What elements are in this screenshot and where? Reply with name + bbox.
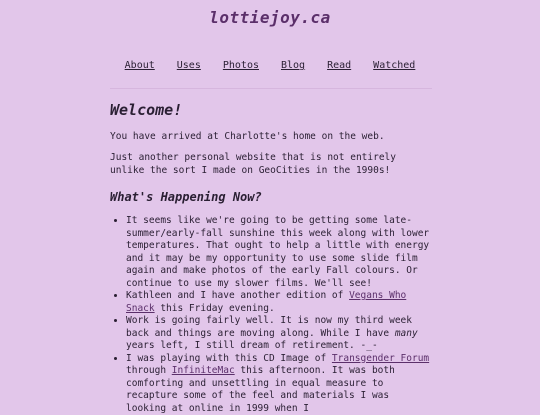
nav-link-watched[interactable]: Watched: [373, 60, 415, 71]
main-content: [110, 100, 432, 415]
infinitemac-link[interactable]: InfiniteMac: [172, 365, 235, 376]
welcome-paragraph-2: Just another personal website that is not entirely unlike the sort I made on GeoCities in the 1990s!: [110, 151, 432, 177]
main-nav: [0, 60, 540, 71]
list-item-text: this Friday evening.: [155, 303, 275, 314]
nav-link-uses[interactable]: Uses: [177, 60, 201, 71]
nav-link-read[interactable]: Read: [327, 60, 351, 71]
transgender-forum-link[interactable]: Transgender Forum: [332, 353, 429, 364]
happening-list: [110, 215, 432, 415]
welcome-heading: Welcome!: [110, 100, 432, 120]
emphasis-text: many: [395, 328, 418, 339]
list-item-text: Kathleen and I have another edition of: [126, 290, 349, 301]
list-item: [126, 215, 432, 290]
vegans-who-snack-link[interactable]: Vegans Who Snack: [126, 290, 406, 314]
list-item: [126, 353, 432, 415]
list-item-text: years left, I still dream of retirement. -_-: [126, 340, 378, 351]
list-item-text: I was playing with this CD Image of: [126, 353, 332, 364]
list-item-text: Work is going fairly well. It is now my third week back and things are moving along. While I have: [126, 315, 412, 339]
list-item: [126, 315, 432, 353]
list-item-text: It seems like we're going to be getting some late-summer/early-fall sunshine this week along with lower temperatures. That ought to help a little with energy and it may be my opportunity to use some slide film again and make photos of the early Fall colours. Or continue to use my slower films. We'll see!: [126, 215, 429, 289]
nav-link-blog[interactable]: Blog: [281, 60, 305, 71]
nav-link-photos[interactable]: Photos: [223, 60, 259, 71]
nav-link-about[interactable]: About: [125, 60, 155, 71]
happening-heading: What's Happening Now?: [110, 189, 432, 205]
list-item-text: through: [126, 365, 172, 376]
site-title[interactable]: lottiejoy.ca: [0, 8, 540, 27]
nav-divider: [110, 88, 432, 89]
list-item-text: this afternoon. It was both comforting and unsettling in equal measure to recapture some of the feel and materials I was looking at online in 1999 when I: [126, 365, 395, 414]
list-item: [126, 290, 432, 315]
welcome-paragraph-1: You have arrived at Charlotte's home on the web.: [110, 130, 432, 143]
